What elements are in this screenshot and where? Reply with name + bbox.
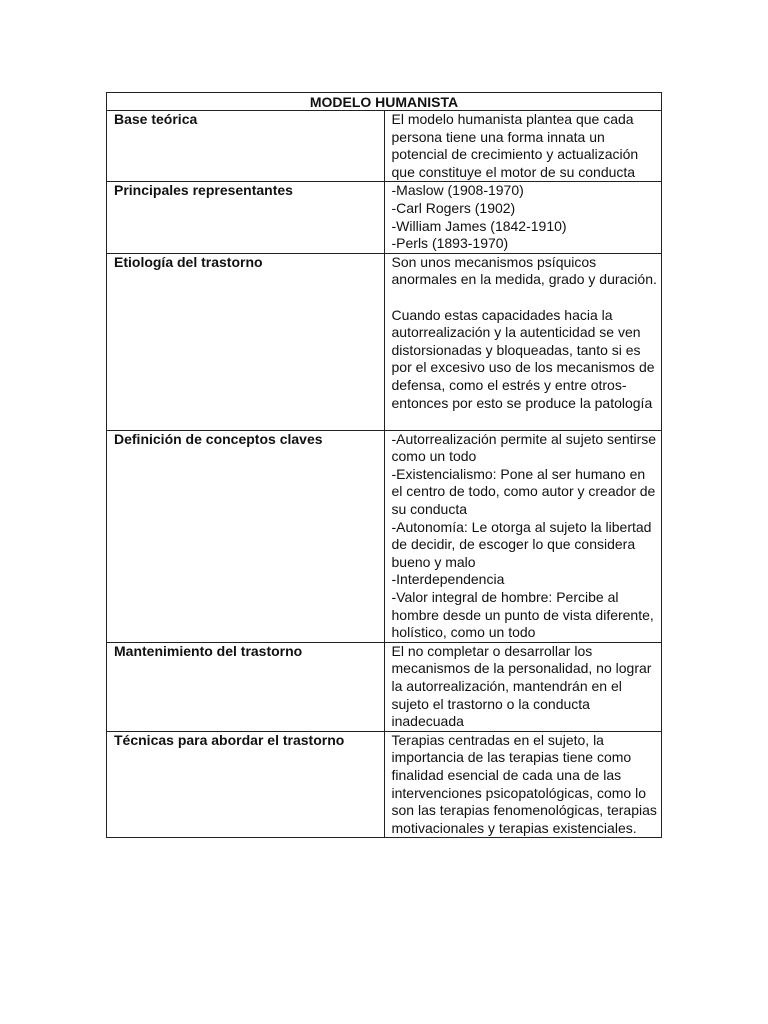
row-label: Base teórica <box>107 111 385 182</box>
list-item: -Existencialismo: Pone al ser humano en el centro de todo, como autor y creador de su conducta <box>391 465 656 518</box>
list-item: -Maslow (1908-1970) <box>391 182 524 199</box>
list-item: -Valor integral de hombre: Percibe al hombre desde un punto de vista diferente, holístico, como un todo <box>391 589 654 641</box>
list-item: -Carl Rogers (1902) <box>391 199 516 216</box>
row-content <box>384 253 662 430</box>
row-content <box>384 731 662 838</box>
table-row-tecnicas <box>107 731 662 838</box>
table-row-base-teorica <box>107 111 662 182</box>
table-title-row <box>107 93 662 111</box>
row-text: El no completar o desarrollar los mecanismos de la personalidad, no lograr la autorrealización, mantendrán en el sujeto el trastorno o la conducta inadecuada <box>391 642 652 730</box>
row-label: Definición de conceptos claves <box>107 430 385 642</box>
paragraph: Cuando estas capacidades hacia la autorrealización y la autenticidad se ven distorsionadas y bloqueadas, tanto si es por el excesivo uso de los mecanismos de defensa, como el estrés y entre otros- entonces por esto se produce la patología <box>391 306 655 411</box>
row-content <box>384 430 662 642</box>
row-text: El modelo humanista plantea que cada persona tiene una forma innata un potencial de crecimiento y actualización que constituye el motor de su conducta <box>391 111 639 180</box>
humanist-model-table <box>106 92 662 838</box>
table-title: MODELO HUMANISTA <box>107 93 662 111</box>
row-label: Mantenimiento del trastorno <box>107 642 385 731</box>
row-label: Principales representantes <box>107 182 385 253</box>
paragraph-spacer <box>392 289 658 307</box>
paragraph-spacer <box>392 412 658 430</box>
row-content <box>384 642 662 731</box>
paragraph: Son unos mecanismos psíquicos anormales en la medida, grado y duración. <box>391 253 657 288</box>
list-item: -Autonomía: Le otorga al sujeto la libertad de decidir, de escoger lo que considera bueno y malo <box>391 518 652 570</box>
list-item: -Autorrealización permite al sujeto sentirse como un todo <box>391 430 657 465</box>
row-content <box>384 182 662 253</box>
table-row-etiologia <box>107 253 662 430</box>
list-item: -Perls (1893-1970) <box>391 235 509 252</box>
row-label: Técnicas para abordar el trastorno <box>107 731 385 838</box>
table-row-mantenimiento <box>107 642 662 731</box>
row-text: Terapias centradas en el sujeto, la importancia de las terapias tiene como finalidad esencial de cada una de las intervenciones psicopatológicas, como lo son las terapias fenomenológicas, terapias motivacionales y terapias existenciales. <box>391 731 657 836</box>
list-item: -William James (1842-1910) <box>391 217 567 234</box>
table-row-representantes <box>107 182 662 253</box>
table-row-definicion <box>107 430 662 642</box>
row-label: Etiología del trastorno <box>107 253 385 430</box>
row-content <box>384 111 662 182</box>
list-item: -Interdependencia <box>391 571 505 588</box>
